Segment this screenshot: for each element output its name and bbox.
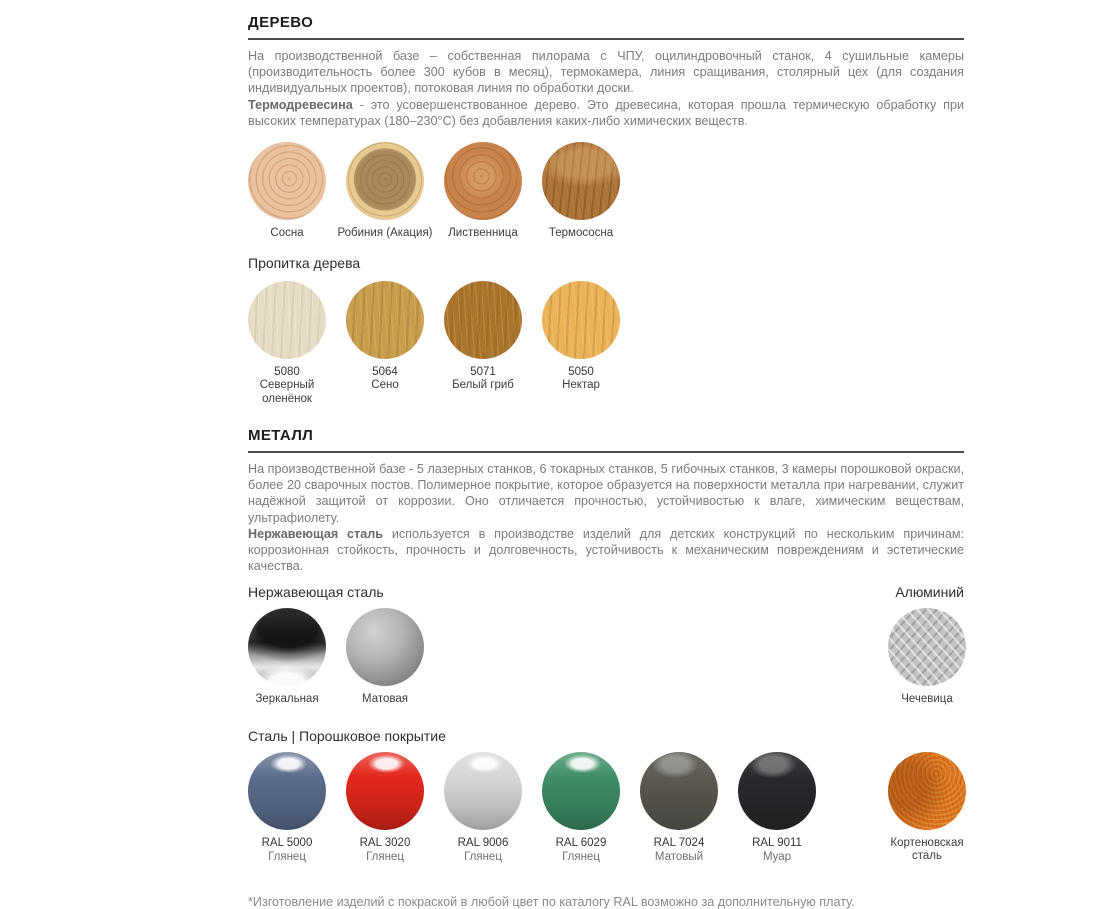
- impregnation-5080-label: 5080 Северный оленёнок: [259, 365, 315, 405]
- swatch-5071: [434, 281, 532, 407]
- powder-coating-row: [238, 752, 964, 865]
- robinia-swatch-image: [346, 142, 424, 220]
- swatch-thermopine: [532, 142, 630, 241]
- robinia-label: Робиния (Акация): [337, 227, 433, 240]
- thermowood-text: - это усовершенствованное дерево. Это древесина, которая прошла термическую обработку при высоких температурах (180–230°C) без добавления каких-либо химических веществ.: [248, 97, 964, 128]
- wood-species-row: [238, 142, 964, 241]
- impregnation-5050-label: 5050 Нектар: [562, 365, 600, 392]
- swatch-ral9006: [434, 752, 532, 865]
- metal-section-title: МЕТАЛЛ: [248, 427, 964, 453]
- ral6029-label: RAL 6029 Глянец: [555, 836, 607, 864]
- wood-section-title: ДЕРЕВО: [248, 14, 964, 40]
- aluminum-lentil-image: [888, 608, 966, 686]
- powder-coating-title: Сталь | Порошковое покрытие: [248, 727, 446, 744]
- swatch-ral7024: [630, 752, 728, 865]
- impregnation-5080-image: [248, 281, 326, 359]
- swatch-mirror-steel: [238, 608, 336, 707]
- ral5000-image: [248, 752, 326, 830]
- swatch-ral9011: [728, 752, 826, 865]
- ral7024-label: RAL 7024 Матовый: [653, 836, 705, 864]
- ral6029-image: [542, 752, 620, 830]
- ral5000-label: RAL 5000 Глянец: [261, 836, 313, 864]
- matte-steel-label: Матовая: [362, 693, 408, 706]
- pine-label: Сосна: [270, 227, 304, 240]
- thermowood-lead: Термодревесина: [248, 97, 353, 112]
- ral7024-image: [640, 752, 718, 830]
- ral3020-image: [346, 752, 424, 830]
- mirror-steel-image: [248, 608, 326, 686]
- ral3020-label: RAL 3020 Глянец: [359, 836, 411, 864]
- swatch-ral5000: [238, 752, 336, 865]
- mirror-steel-label: Зеркальная: [255, 693, 319, 706]
- swatch-5064: [336, 281, 434, 407]
- corten-label: Кортеновская сталь: [890, 836, 964, 863]
- stainless-text: используется в производстве изделий для детских конструкций по нескольким причинам: коррозионная стойкость, прочность и долговечность, устойчивость к механическим повреждениям и эстетические качества.: [248, 526, 964, 574]
- ral9006-image: [444, 752, 522, 830]
- stainless-lead: Нержавеющая сталь: [248, 526, 383, 541]
- impregnation-title: Пропитка дерева: [248, 254, 361, 271]
- swatch-larch: [434, 142, 532, 241]
- stainless-row: [238, 608, 964, 707]
- larch-swatch-image: [444, 142, 522, 220]
- metal-intro-paragraph: [248, 461, 964, 574]
- impregnation-5071-image: [444, 281, 522, 359]
- wood-intro-paragraph: [248, 48, 964, 129]
- swatch-pine: [238, 142, 336, 241]
- swatch-corten: [878, 752, 976, 865]
- aluminum-lentil-label: Чечевица: [901, 693, 953, 706]
- impregnation-5050-image: [542, 281, 620, 359]
- thermopine-label: Термососна: [548, 227, 614, 240]
- swatch-matte-steel: [336, 608, 434, 707]
- impregnation-row: [238, 281, 964, 407]
- swatch-robinia: [336, 142, 434, 241]
- metal-intro-text: На производственной базе - 5 лазерных станков, 6 токарных станков, 5 гибочных станков, 3 камеры порошковой окраски, более 20 сварочных постов. Полимерное покрытие, которое образуется на поверхности металла при нагревании, служит надёжной защитой от коррозии. Оно отличается прочностью, устойчивостью к влаге, химическим веществам, ультрафиолету.: [248, 462, 964, 525]
- swatch-ral3020: [336, 752, 434, 865]
- wood-intro-text: На производственной базе – собственная пилорама с ЧПУ, оцилиндровочный станок, 4 сушильные камеры (производительность более 300 кубов в месяц), термокамера, линия сращивания, столярный цех (для создания индивидуальных проектов), потоковая линия по обработки доски.: [248, 49, 964, 96]
- larch-label: Лиственница: [448, 227, 518, 240]
- thermopine-swatch-image: [542, 142, 620, 220]
- swatch-ral6029: [532, 752, 630, 865]
- impregnation-5064-image: [346, 281, 424, 359]
- ral9011-image: [738, 752, 816, 830]
- ral9006-label: RAL 9006 Глянец: [457, 836, 509, 864]
- stainless-title: Нержавеющая сталь: [248, 584, 384, 601]
- swatch-5050: [532, 281, 630, 407]
- stainless-aluminum-subtitle-row: [248, 584, 964, 600]
- corten-image: [888, 752, 966, 830]
- page-content: [248, 14, 964, 909]
- impregnation-5064-label: 5064 Сено: [371, 365, 399, 392]
- pine-swatch-image: [248, 142, 326, 220]
- matte-steel-image: [346, 608, 424, 686]
- ral-footnote: *Изготовление изделий с покраской в любой цвет по каталогу RAL возможно за дополнительную плату.: [248, 894, 855, 909]
- aluminum-title: Алюминий: [895, 584, 964, 601]
- impregnation-5071-label: 5071 Белый гриб: [452, 365, 514, 392]
- ral9011-label: RAL 9011 Муар: [752, 836, 802, 864]
- swatch-aluminum-lentil: [878, 608, 976, 707]
- wood-section: [248, 14, 964, 406]
- metal-section: [248, 427, 964, 909]
- swatch-5080: [238, 281, 336, 407]
